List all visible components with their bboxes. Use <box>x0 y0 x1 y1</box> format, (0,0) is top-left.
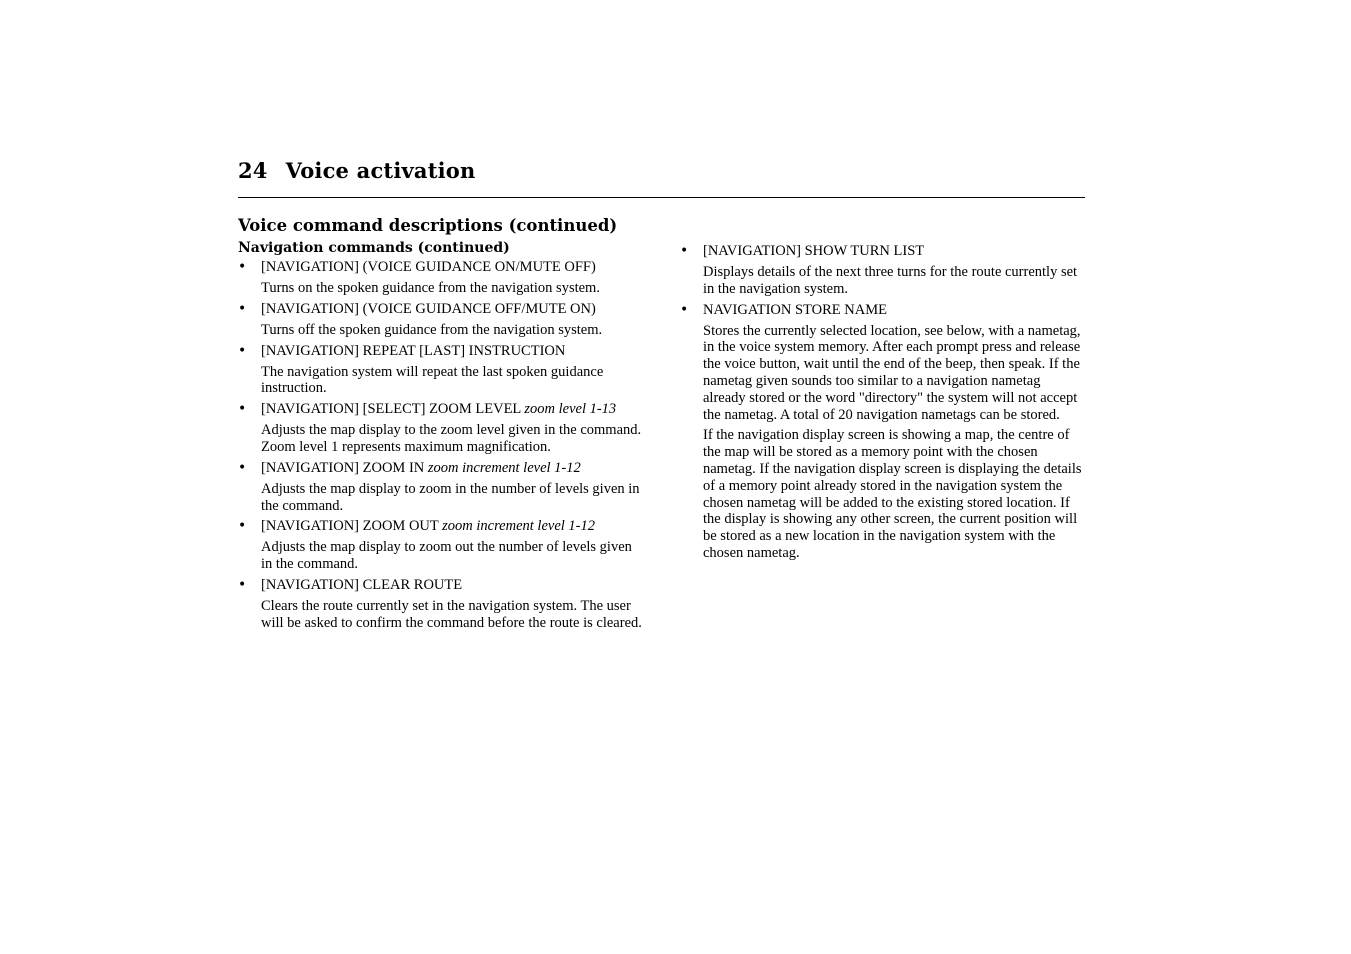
command-name: [NAVIGATION] REPEAT [LAST] INSTRUCTION <box>261 342 566 359</box>
bullet-icon: • <box>238 300 247 317</box>
command-text <box>261 460 646 477</box>
command-name: NAVIGATION STORE NAME <box>703 301 887 318</box>
command-item <box>238 518 646 573</box>
command-text <box>261 259 646 276</box>
page-number: 24 <box>238 158 268 183</box>
bullet-icon: • <box>238 518 247 535</box>
bullet-icon: • <box>238 401 247 418</box>
page-title: Voice activation <box>285 158 476 183</box>
command-name: [NAVIGATION] SHOW TURN LIST <box>703 243 925 259</box>
header-rule <box>238 197 1085 198</box>
command-name: [NAVIGATION] CLEAR ROUTE <box>261 576 463 593</box>
command-description: Turns on the spoken guidance from the navigation system. <box>261 280 600 296</box>
command-description: Adjusts the map display to zoom in the number of levels given in the command. <box>261 480 640 514</box>
command-item <box>238 460 646 515</box>
page-header <box>238 158 1085 183</box>
command-name: [NAVIGATION] ZOOM OUT <box>261 518 443 535</box>
command-name: [NAVIGATION] (VOICE GUIDANCE OFF/MUTE ON) <box>261 300 596 317</box>
left-column <box>238 216 646 636</box>
command-argument: zoom level 1-13 <box>524 401 617 418</box>
command-text <box>703 243 1085 260</box>
left-command-list <box>238 259 646 632</box>
bullet-icon: • <box>238 459 247 476</box>
section-title: Voice command descriptions (continued) <box>238 216 618 235</box>
command-description: Adjusts the map display to zoom out the number of levels given in the command. <box>261 539 632 573</box>
command-argument: zoom increment level 1-12 <box>442 518 595 535</box>
command-item <box>680 243 1085 298</box>
command-name: [NAVIGATION] [SELECT] ZOOM LEVEL <box>261 401 525 418</box>
command-item <box>238 343 646 398</box>
bullet-icon: • <box>680 301 689 318</box>
command-text <box>261 343 646 360</box>
subsection-title: Navigation commands (continued) <box>238 240 510 256</box>
command-description: The navigation system will repeat the last spoken guidance instruction. <box>261 363 604 397</box>
command-text <box>261 401 646 418</box>
command-name: [NAVIGATION] (VOICE GUIDANCE ON/MUTE OFF) <box>261 259 596 275</box>
command-description: Clears the route currently set in the navigation system. The user will be asked to confirm the command before the route is cleared. <box>261 597 642 631</box>
bullet-icon: • <box>238 576 247 593</box>
command-description: Displays details of the next three turns for the route currently set in the navigation system. <box>703 264 1078 297</box>
command-item <box>238 259 646 297</box>
right-column <box>680 243 1085 566</box>
command-argument: zoom increment level 1-12 <box>427 459 581 476</box>
command-text <box>261 518 646 535</box>
command-description: If the navigation display screen is showing a map, the centre of the map will be stored as a memory point with the chosen nametag. If the navigation display screen is displaying the details of a memory point already stored in the navigation system the chosen nametag will be added to the existing stored location. If the display is showing any other screen, the current position will be stored as a new location in the navigation system with the chosen nametag. <box>703 427 1082 561</box>
command-item <box>238 401 646 456</box>
command-item <box>238 301 646 339</box>
command-text <box>703 302 1085 319</box>
command-item <box>680 302 1085 562</box>
command-description: Adjusts the map display to the zoom level given in the command. Zoom level 1 represents maximum magnification. <box>261 422 642 455</box>
command-text <box>261 301 646 318</box>
right-command-list <box>680 243 1085 562</box>
bullet-icon: • <box>238 342 247 359</box>
command-description: Turns off the spoken guidance from the navigation system. <box>261 321 603 338</box>
command-text <box>261 577 646 594</box>
command-name: [NAVIGATION] ZOOM IN <box>261 459 428 476</box>
bullet-icon: • <box>680 243 689 259</box>
command-description: Stores the currently selected location, see below, with a nametag, in the voice system memory. After each prompt press and release the voice button, wait until the end of the beep, then speak. If the nametag given sounds too similar to a navigation nametag already stored or the word "directory" the system will not accept the nametag. A total of 20 navigation nametags can be stored. <box>703 322 1081 423</box>
bullet-icon: • <box>238 259 247 275</box>
command-item <box>238 577 646 632</box>
